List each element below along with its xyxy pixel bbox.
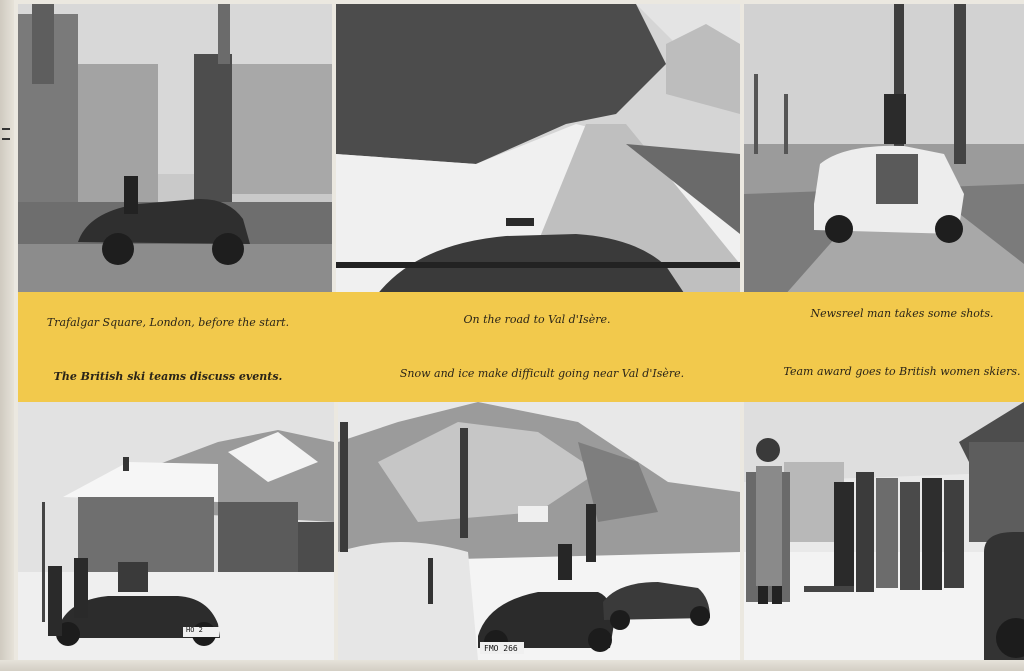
page-bottom-edge [0, 660, 1024, 671]
photo-team-award [744, 402, 1024, 660]
photo-newsreel-man [744, 4, 1024, 296]
photo-road-val-disere [336, 4, 740, 296]
photo-snow-ice-road [338, 402, 740, 660]
caption-trafalgar: Trafalgar Square, London, before the start. [46, 316, 290, 329]
license-plate-center: FMO 266 [484, 644, 518, 653]
caption-ski-teams: The British ski teams discuss events. [53, 370, 283, 383]
caption-newsreel: Newsreel man takes some shots. [810, 307, 994, 320]
caption-road-val-disere: On the road to Val d'Isère. [463, 313, 611, 326]
gutter-mark [2, 128, 10, 130]
license-plate-left: HO 2 [186, 626, 203, 634]
photo-trafalgar-square [18, 4, 332, 296]
caption-team-award: Team award goes to British women skiers. [783, 365, 1021, 378]
photo-ski-teams-chalet [18, 402, 334, 660]
page-gutter [0, 0, 14, 671]
caption-snow-ice: Snow and ice make difficult going near Val d'Isère. [399, 367, 685, 380]
gutter-mark [2, 138, 10, 140]
